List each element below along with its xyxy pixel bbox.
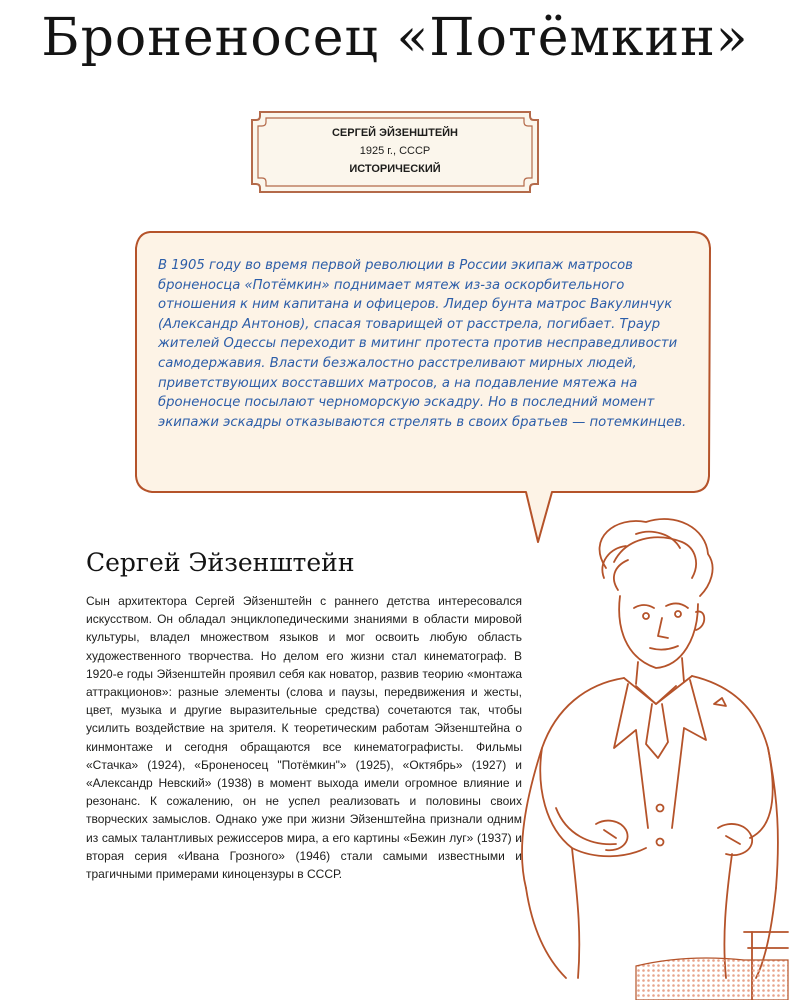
bio-heading: Сергей Эйзенштейн bbox=[86, 548, 355, 577]
page-title: Броненосец «Потёмкин» bbox=[41, 8, 749, 68]
director-name: СЕРГЕЙ ЭЙЗЕНШТЕЙН bbox=[331, 127, 459, 139]
film-genre: ИСТОРИЧЕСКИЙ bbox=[349, 163, 441, 175]
bubble-synopsis: В 1905 году во время первой революции в России экипаж матросов броненосца «Потёмкин» поднимает мятеж из-за оскорбительного отношения к ним капитана и офицеров. Лидер бунта матрос Вакулинчук (Александр Антонов), спасая товарищей от расстрела, погибает. Траур жителей Одессы переходит в митинг протеста против несправедливости самодержавия. Власти безжалостно расстреливают мирных людей, приветствующих восставших матросов, а на подавление мятежа на броненосце посылают черноморскую эскадру. Но в последний момент экипажи эскадры отказываются стрелять в своих братьев — потемкинцев. bbox=[158, 258, 687, 430]
bio-text: Сын архитектора Сергей Эйзенштейн с раннего детства интересовался искусством. Он обладал энциклопедическими знаниями в области мировой культуры, владел множеством языков и мог освоить любую область художественного творчества. Но делом его жизни стал кинематограф. В 1920-е годы Эйзенштейн проявил себя как новатор, развив теорию «монтажа аттракционов»: разные элементы (слова и паузы, передвижения и жесты, цвет, музыка и другие выразительные средства) сочетаются так, чтобы усилить воздействие на зрителя. К теоретическим работам Эйзенштейна о кинмонтаже и сегодня обращаются все кинематографисты. Фильмы «Стачка» (1924), «Броненосец "Потёмкин"» (1925), «Октябрь» (1927) и «Александр Невский» (1938) в момент выхода имели огромное влияние и резонанс. К сожалению, он не успел реализовать и половины своих творческих замыслов. Однако уже при жизни Эйзенштейна признали одним из самых талантливых режиссеров мира, а его картины «Бежин луг» (1937) и вторая серия «Ивана Грозного» (1946) стали самыми известными и трагичными примерами киноцензуры в СССР. bbox=[86, 594, 522, 882]
eisenstein-portrait-illustration bbox=[486, 508, 790, 1000]
year-country: 1925 г., СССР bbox=[359, 145, 431, 157]
